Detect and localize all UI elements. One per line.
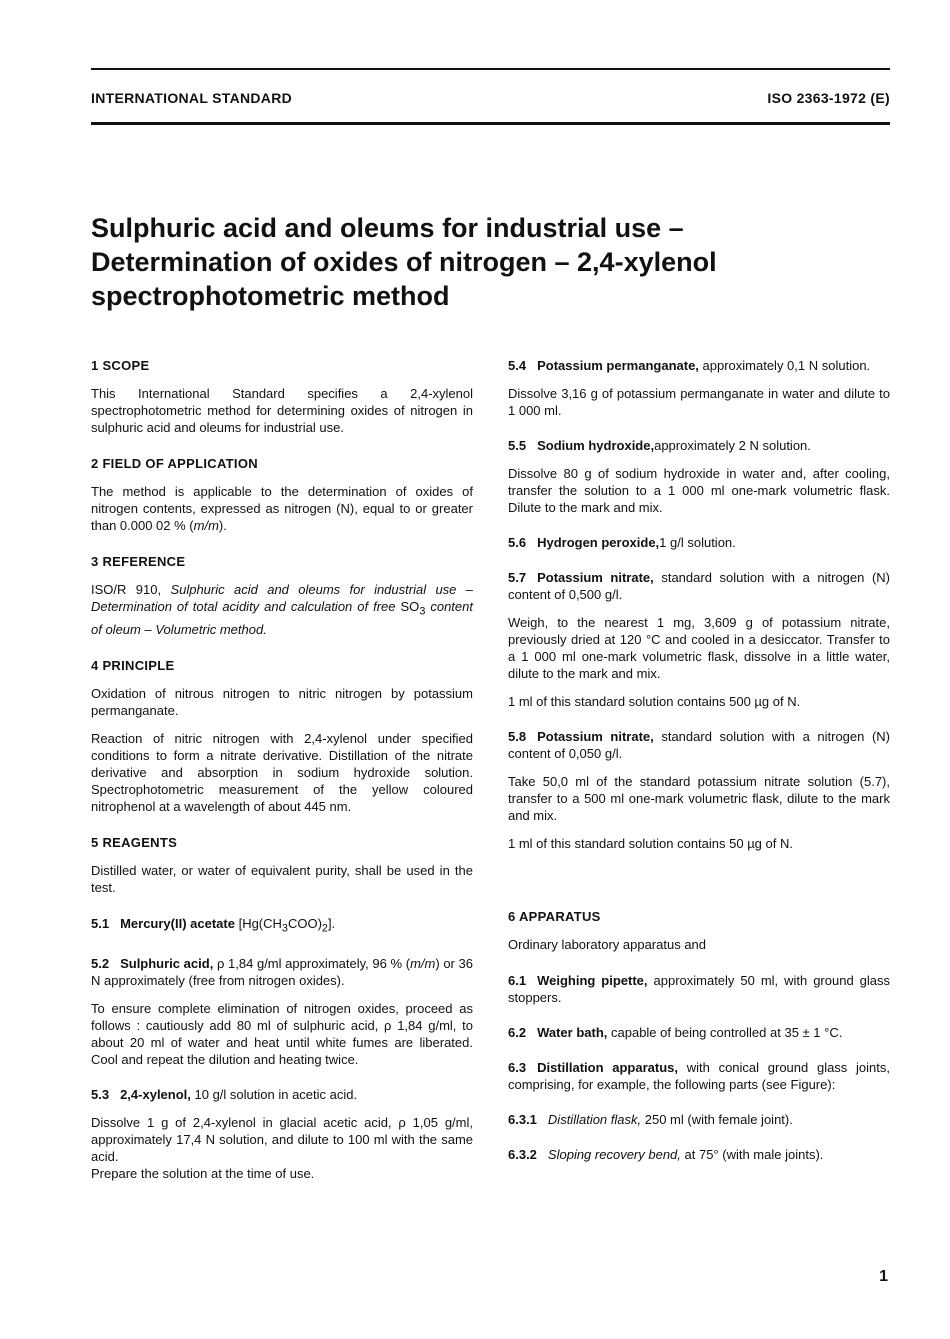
field-text: The method is applicable to the determination of oxides of nitrogen contents, expressed as nitrogen (N), equal to or greater than 0.000 02 % (m/m). bbox=[91, 484, 473, 533]
reagent-5-1: 5.1 Mercury(II) acetate $[Hg(CH_3COO)_2]$. bbox=[91, 915, 336, 935]
title-line-2: Determination of oxides of nitrogen – 2,4-xylenol bbox=[91, 247, 717, 277]
reagent-5-7: 5.7 Potassium nitrate, standard solution with a nitrogen (N) content of 0,500 g/l. Weigh, to the nearest 1 mg, 3,609 g of potassium nitrate, previously dried at 120 °C and cooled in a desiccator. Transfer to a 1 000 ml one-mark volumetric flask, dissolve in a little water, dilute to the mark and mix. 1 ml of this standard solution contains 500 µg of N. bbox=[508, 570, 890, 709]
document-title bbox=[91, 211, 881, 313]
principle-paragraph-1: Oxidation of nitrous nitrogen to nitric nitrogen by potassium permanganate. bbox=[91, 685, 473, 718]
section-heading-apparatus: 6 APPARATUS bbox=[508, 909, 601, 924]
section-heading-principle: 4 PRINCIPLE bbox=[91, 657, 175, 673]
reagent-5-4: 5.4 Potassium permanganate, approximately 0,1 N solution. Dissolve 3,16 g of potassium permanganate in water and dilute to 1 000 ml. bbox=[508, 358, 890, 418]
principle-paragraph-2: Reaction of nitric nitrogen with 2,4-xylenol under specified conditions to form a nitrate derivative. Distillation of the nitrate derivative and absorption in sodium hydroxide solution. Spectrophotometric measurement of the yellow coloured nitrophenol at a wavelength of about 445 nm. bbox=[91, 730, 473, 814]
reagent-5-4-procedure: Dissolve 3,16 g of potassium permanganate in water and dilute to 1 000 ml. bbox=[508, 386, 890, 418]
apparatus-6-1: 6.1 Weighing pipette, approximately 50 ml, with ground glass stoppers. bbox=[508, 973, 890, 1005]
section-heading-field: 2 FIELD OF APPLICATION bbox=[91, 456, 258, 471]
apparatus-6-3: 6.3 Distillation apparatus, with conical ground glass joints, comprising, for example, the following parts (see Figure): bbox=[508, 1060, 890, 1092]
section-principle bbox=[91, 657, 473, 815]
reagent-5-7-content: 1 ml of this standard solution contains 500 µg of N. bbox=[508, 694, 801, 709]
section-heading-scope: 1 SCOPE bbox=[91, 358, 150, 373]
apparatus-intro: Ordinary laboratory apparatus and bbox=[508, 937, 707, 952]
scope-text: This International Standard specifies a 2,4-xylenol spectrophotometric method for determining oxides of nitrogen in sulphuric acid and oleums for industrial use. bbox=[91, 386, 473, 435]
reagent-5-8: 5.8 Potassium nitrate, standard solution with a nitrogen (N) content of 0,050 g/l. Take 50,0 ml of the standard potassium nitrate solution (5.7), transfer to a 500 ml one-mark volumetric flask, dilute to the mark and mix. 1 ml of this standard solution contains 50 µg of N. bbox=[508, 729, 890, 851]
section-reagents bbox=[91, 834, 473, 896]
header-top-rule bbox=[91, 68, 890, 70]
header-bottom-rule bbox=[91, 122, 890, 125]
reagent-5-3: 5.3 2,4-xylenol, 10 g/l solution in acetic acid. Dissolve 1 g of 2,4-xylenol in glacial acetic acid, ρ 1,05 g/ml, approximately 17,4 N solution, and dilute to 100 ml with the same acid. Prepare the solution at the time of use. bbox=[91, 1087, 473, 1182]
reagent-5-3-note: Prepare the solution at the time of use. bbox=[91, 1166, 315, 1182]
section-heading-reference: 3 REFERENCE bbox=[91, 554, 186, 569]
section-reference bbox=[91, 553, 473, 638]
reagent-5-6: 5.6 Hydrogen peroxide,1 g/l solution. bbox=[508, 535, 736, 550]
reagent-5-5: 5.5 Sodium hydroxide,approximately 2 N solution. Dissolve 80 g of sodium hydroxide in water and, after cooling, transfer the solution to a 1 000 ml one-mark volumetric flask. Dilute to the mark and mix. bbox=[508, 438, 890, 515]
standard-number-label: ISO 2363-1972 (E) bbox=[767, 90, 890, 106]
section-scope bbox=[91, 357, 473, 436]
right-column bbox=[508, 357, 890, 1181]
apparatus-6-2: 6.2 Water bath, capable of being controlled at 35 ± 1 °C. bbox=[508, 1025, 843, 1040]
reagent-5-7-procedure: Weigh, to the nearest 1 mg, 3,609 g of potassium nitrate, previously dried at 120 °C and cooled in a desiccator. Transfer to a 1 000 ml one-mark volumetric flask, dissolve in a little water, dilute to the mark and mix. bbox=[508, 615, 890, 681]
section-apparatus bbox=[508, 908, 890, 953]
reagent-5-2: 5.2 Sulphuric acid, ρ 1,84 g/ml approximately, 96 % (m/m) or 36 N approximately (free from nitrogen oxides). To ensure complete elimination of nitrogen oxides, proceed as follows : cautiously add 80 ml of sulphuric acid, ρ 1,84 g/ml, to about 20 ml of water and heat until white fumes are liberated. Cool and repeat the dilution and heating twice. bbox=[91, 956, 473, 1068]
section-heading-reagents: 5 REAGENTS bbox=[91, 834, 178, 850]
apparatus-6-3-2: 6.3.2 Sloping recovery bend, at 75° (with male joints). bbox=[508, 1147, 824, 1162]
section-field-of-application bbox=[91, 455, 473, 534]
reagent-5-3-procedure: Dissolve 1 g of 2,4-xylenol in glacial acetic acid, ρ 1,05 g/ml, approximately 17,4 N solution, and dilute to 100 ml with the same acid. bbox=[91, 1115, 473, 1165]
title-line-1: Sulphuric acid and oleums for industrial use – bbox=[91, 213, 684, 243]
left-column bbox=[91, 357, 473, 1200]
apparatus-6-3-1: 6.3.1 Distillation flask, 250 ml (with female joint). bbox=[508, 1112, 793, 1127]
reagent-5-8-procedure: Take 50,0 ml of the standard potassium nitrate solution (5.7), transfer to a 500 ml one-mark volumetric flask, dilute to the mark and mix. bbox=[508, 774, 890, 823]
page-number: 1 bbox=[879, 1268, 888, 1285]
title-line-3: spectrophotometric method bbox=[91, 281, 450, 311]
document-type-label: INTERNATIONAL STANDARD bbox=[91, 90, 293, 106]
reagent-5-8-content: 1 ml of this standard solution contains 50 µg of N. bbox=[508, 836, 793, 851]
reagent-5-2-procedure: To ensure complete elimination of nitrogen oxides, proceed as follows : cautiously add 80 ml of sulphuric acid, ρ 1,84 g/ml, to about 20 ml of water and heat until white fumes are liberated. Cool and repeat the dilution and heating twice. bbox=[91, 1001, 473, 1068]
reagent-5-5-procedure: Dissolve 80 g of sodium hydroxide in water and, after cooling, transfer the solution to a 1 000 ml one-mark volumetric flask. Dilute to the mark and mix. bbox=[508, 466, 890, 515]
reagents-intro: Distilled water, or water of equivalent purity, shall be used in the test. bbox=[91, 862, 473, 895]
reference-text: ISO/R 910, Sulphuric acid and oleums for industrial use – Determination of total acidity and calculation of free $SO_3$ content of oleum – Volumetric method. bbox=[91, 582, 474, 637]
